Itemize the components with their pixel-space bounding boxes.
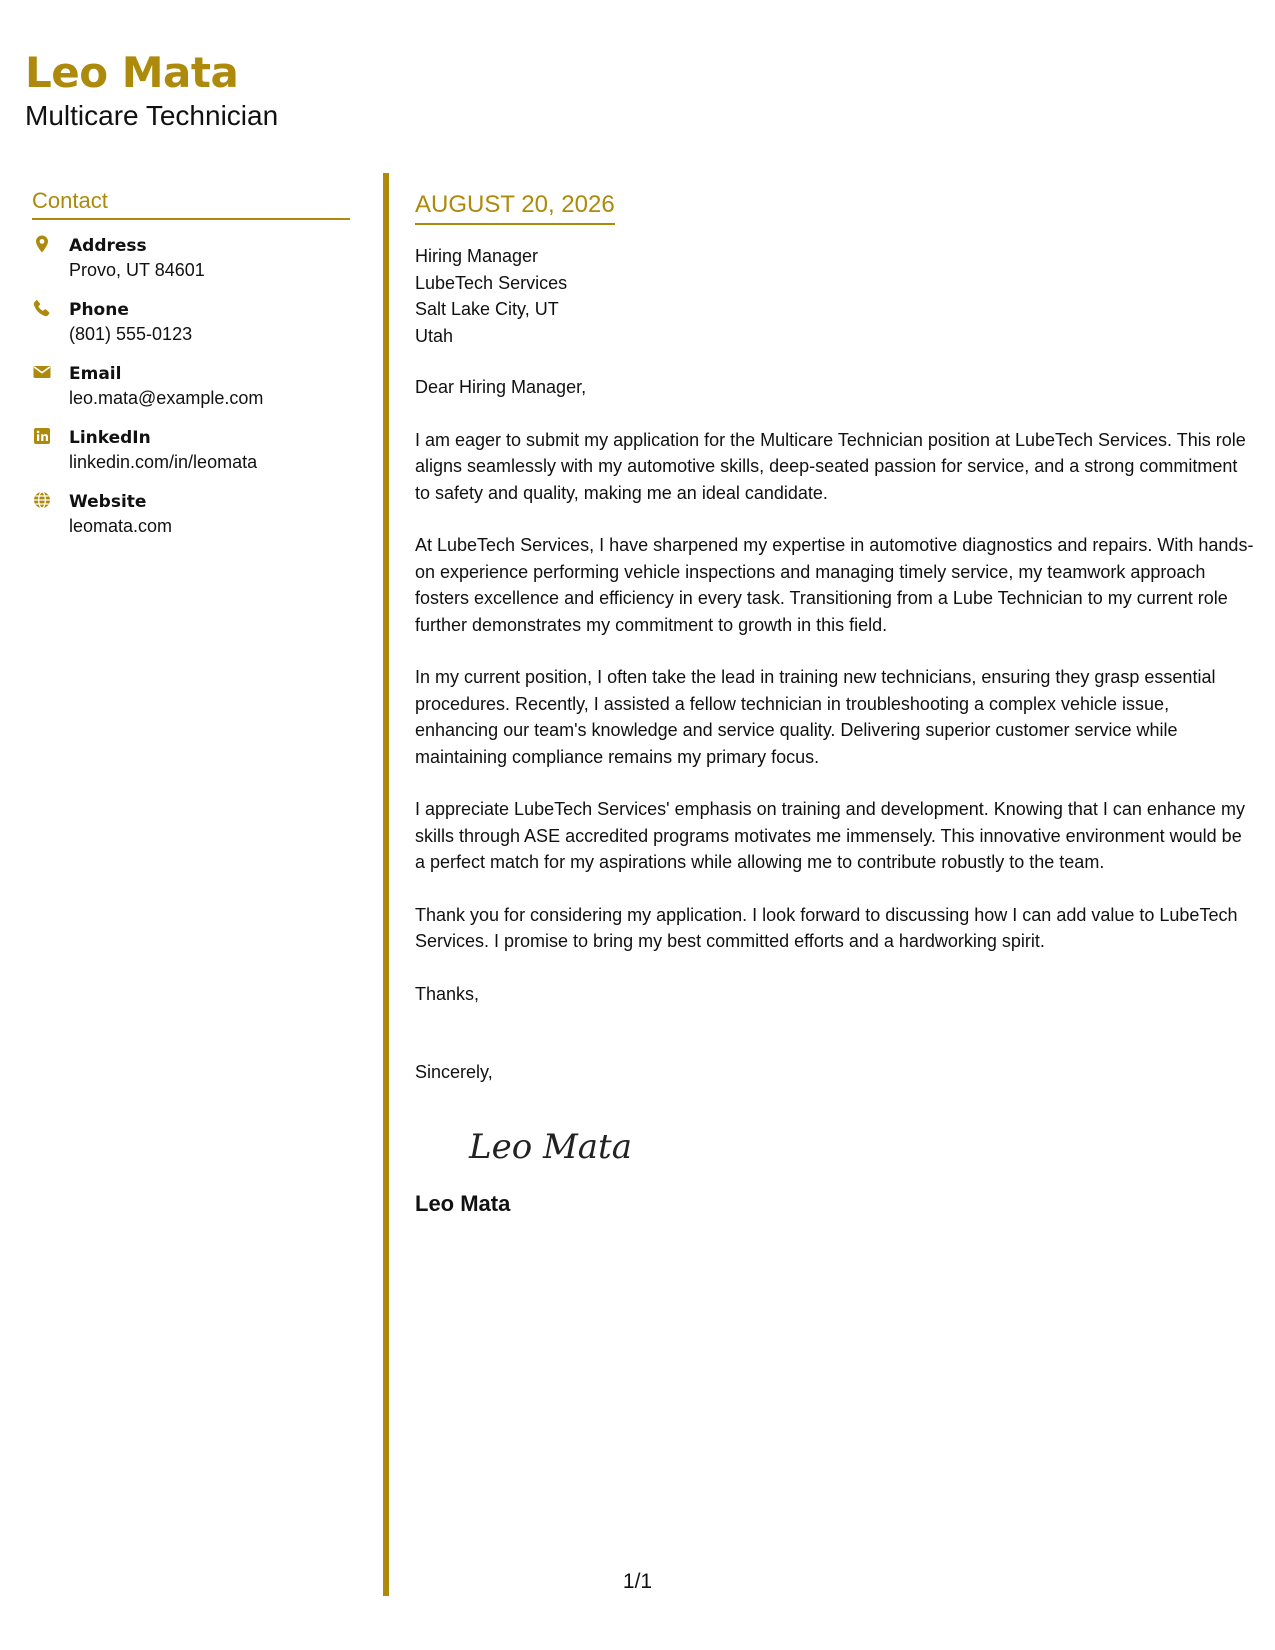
contact-list	[32, 234, 350, 538]
location-pin-icon	[32, 234, 52, 254]
letter-paragraph: In my current position, I often take the lead in training new technicians, ensuring they grasp essential procedures. Recently, I assisted a fellow technician in troubleshooting a complex vehicle issue, enhancing our team's knowledge and service quality. Delivering superior customer service while maintaining compliance remains my primary focus.	[415, 667, 1216, 767]
contact-label-linkedin: LinkedIn	[69, 428, 151, 448]
contact-item-phone	[32, 298, 350, 346]
contact-item-email	[32, 362, 350, 410]
letter-paragraph: Thank you for considering my application. I look forward to discussing how I can add value to LubeTech Services. I promise to bring my best committed efforts and a hardworking spirit.	[415, 904, 1238, 951]
applicant-name: Leo Mata	[25, 48, 239, 97]
recipient-line: Salt Lake City, UT	[415, 299, 559, 319]
contact-item-address	[32, 234, 350, 282]
sign-off: Sincerely,	[415, 1062, 493, 1082]
signer-name: Leo Mata	[415, 1190, 511, 1216]
closing: Thanks,	[415, 983, 480, 1004]
letter-paragraph: I appreciate LubeTech Services' emphasis on training and development. Knowing that I can enhance my skills through ASE accredited programs motivates me immensely. This innovative environment would be a perfect match for my aspirations while allowing me to contribute robustly to the team.	[415, 799, 1245, 872]
contact-value-linkedin: linkedin.com/in/leomata	[69, 452, 258, 472]
contact-section-title: Contact	[32, 188, 350, 220]
phone-icon	[32, 298, 52, 318]
contact-label-website: Website	[69, 492, 147, 512]
contact-value-email: leo.mata@example.com	[69, 388, 264, 408]
letter-body	[415, 190, 1255, 1218]
signature-text: Leo Mata	[469, 1126, 632, 1167]
recipient-line: Utah	[415, 325, 454, 346]
header	[25, 48, 278, 132]
recipient-line: LubeTech Services	[415, 272, 568, 293]
recipient-line: Hiring Manager	[415, 246, 539, 266]
letter-paragraph: At LubeTech Services, I have sharpened my expertise in automotive diagnostics and repairs. With hands-on experience performing vehicle inspections and managing timely service, my teamwork approach fosters excellence and efficiency in every task. Transitioning from a Lube Technician to my current role further demonstrates my commitment to growth in this field.	[415, 535, 1254, 635]
contact-value-phone: (801) 555-0123	[69, 324, 193, 344]
greeting: Dear Hiring Manager,	[415, 377, 587, 397]
contact-label-phone: Phone	[69, 300, 129, 320]
job-title: Multicare Technician	[25, 100, 279, 131]
linkedin-icon	[32, 426, 52, 446]
contact-value-address: Provo, UT 84601	[69, 260, 205, 280]
envelope-icon	[32, 362, 52, 382]
contact-label-address: Address	[69, 236, 147, 256]
recipient-block	[415, 243, 1255, 349]
contact-value-website: leomata.com	[69, 516, 173, 536]
vertical-divider	[383, 173, 389, 1596]
contact-item-website	[32, 490, 350, 538]
globe-icon	[32, 490, 52, 510]
handwritten-signature	[465, 1122, 635, 1170]
contact-item-linkedin	[32, 426, 350, 474]
page-number: 1/1	[622, 1570, 653, 1593]
date-block	[415, 190, 615, 225]
letter-paragraph: I am eager to submit my application for the Multicare Technician position at LubeTech Services. This role aligns seamlessly with my automotive skills, deep-seated passion for service, and a strong commitment to safety and quality, making me an ideal candidate.	[415, 429, 1246, 503]
contact-label-email: Email	[69, 364, 122, 384]
letter-date: AUGUST 20, 2026	[415, 191, 615, 218]
contact-sidebar	[32, 188, 350, 554]
